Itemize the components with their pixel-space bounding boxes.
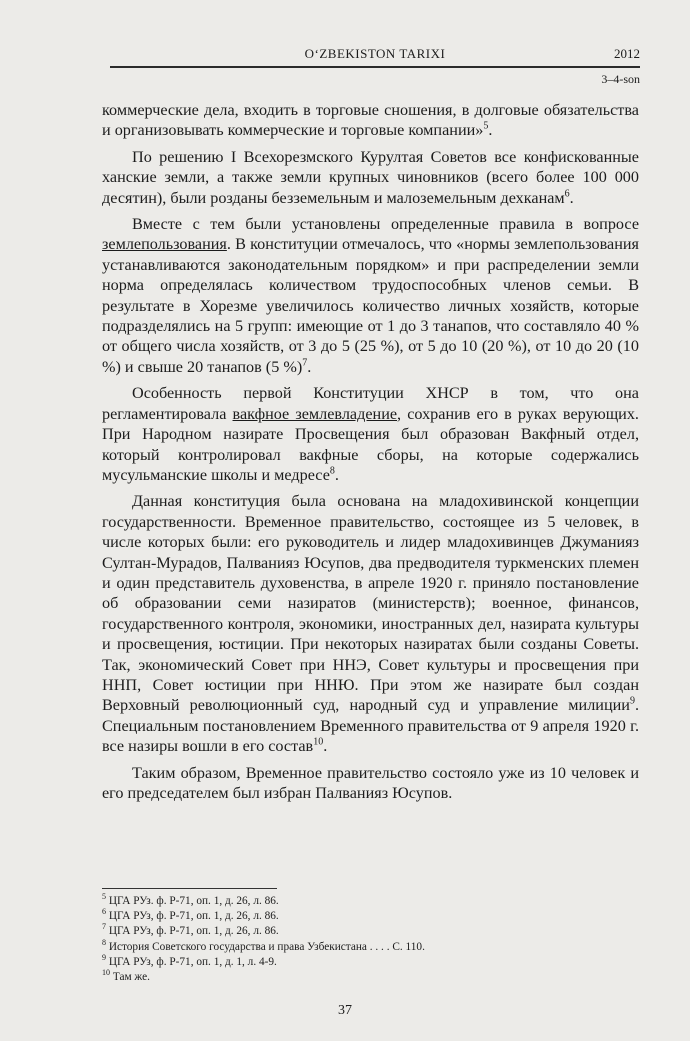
paragraph-3: Вместе с тем были установлены определенные правила в вопросе землепользования. В конституции отмечалось, что «нормы землепользования устанавливаются законодательным порядком» и при распределении земли норма определялась количеством трудоспособных членов семьи. В результате в Хорезме увеличилось количество личных хозяйств, которые подразделялись на 5 групп: имеющие от 1 до 3 танапов, что составляло 40 % от общего числа хозяйств, от 3 до 5 (25 %), от 5 до 10 (20 %), от 10 до 20 (10 %) и свыше 20 танапов (5 %)$^7$. (102, 215, 639, 376)
journal-title: O‘ZBEKISTON TARIXI (304, 46, 446, 61)
paragraph-4: Особенность первой Конституции ХНСР в том, что она регламентировала вакфное землевладение, сохранив его в руках верующих. При Народном назирате Просвещения был образован Вакфный отдел, который контролировал вакфные сборы, на которые содержались мусульманские школы и медресе$^8$. (102, 384, 639, 484)
running-head (110, 46, 640, 68)
article-body (102, 100, 639, 803)
footnote-ref-5[interactable]: 5 (483, 121, 489, 133)
underlined-term-waqf: вакфное землевладение (232, 404, 398, 423)
header-rule (110, 66, 640, 68)
footnote-ref-8[interactable]: 8 (329, 465, 335, 477)
paragraph-5: Данная конституция была основана на младохивинской концепции государственности. Временное правительство, состоящее из 5 человек, в числе которых были: его руководитель и лидер младохивинцев Джуманияз Султан-Мурадов, Палванияз Юсупов, два предводителя туркменских племен и один представитель духовенства, в апреле 1920 г. приняло постановление об образовании семи назиратов (министерств); военное, финансов, государственного контроля, экономики, иностранных дел, назирата культуры и просвещения, юстиции. При некоторых назиратах были созданы Советы. Так, экономический Совет при ННЭ, Совет культуры и просвещения при ННП, Совет юстиции при ННЮ. При этом же назирате был создан Верховный революционный суд, народный суд и управление милиции$^9$. Специальным постановлением Временного правительства от 9 апреля 1920 г. все назиры вошли в его состав$^{10}$. (102, 492, 639, 756)
footnote-item: $^9$ ЦГА РУз, ф. Р-71, оп. 1, д. 1, л. 4-9. (102, 953, 277, 968)
footnote-item: $^7$ ЦГА РУз, ф. Р-71, оп. 1, д. 26, л. 86. (102, 922, 279, 938)
underlined-term-land-use: землепользования (102, 235, 227, 254)
paragraph-6: Таким образом, Временное правительство состояло уже из 10 человек и его председателем был избран Палванияз Юсупов. (102, 763, 639, 802)
footnote-item: $^6$ ЦГА РУз, ф. Р-71, оп. 1, д. 26, л. 86. (102, 907, 279, 923)
paragraph-1: коммерческие дела, входить в торговые сношения, в долговые обязательства и организовывать коммерческие и торговые компании»$^5$. (102, 101, 639, 140)
footnote-item: $^{10}$ Там же. (102, 968, 150, 984)
year-label: 2012 (614, 46, 640, 61)
issue-label: 3–4-son (601, 72, 640, 86)
page-number: 37 (338, 1003, 352, 1018)
footnotes (102, 894, 622, 985)
footnote-ref-9[interactable]: 9 (629, 695, 635, 707)
footnote-item: $^5$ ЦГА РУз. ф. Р-71, оп. 1, д. 26, л. 86. (102, 892, 279, 907)
footnote-ref-10[interactable]: 10 (313, 736, 324, 748)
footnote-separator (102, 888, 277, 889)
paragraph-2: По решению I Всехорезмского Курултая Советов все конфискованные ханские земли, а также земли крупных чиновников (всего более 100 000 десятин), были розданы безземельным и малоземельным дехканам$^6$. (102, 147, 639, 207)
footnote-ref-7[interactable]: 7 (302, 357, 308, 369)
footnote-item: $^8$ История Советского государства и права Узбекистана . . . . С. 110. (102, 937, 425, 953)
footnote-ref-6[interactable]: 6 (564, 188, 570, 200)
